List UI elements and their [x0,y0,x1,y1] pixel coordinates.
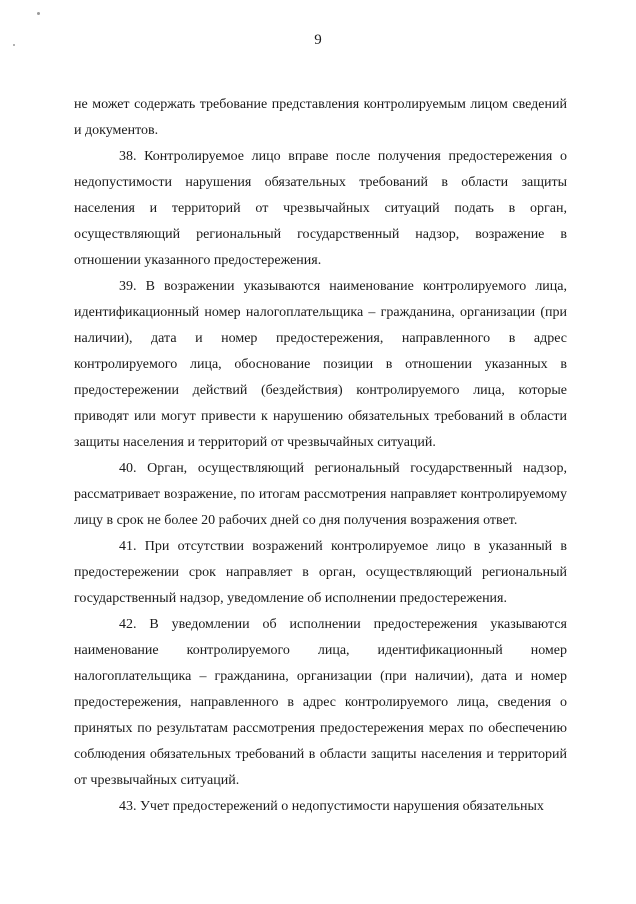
paragraph-43: 43. Учет предостережений о недопустимости нарушения обязательных [119,799,544,814]
paragraph-40: 40. Орган, осуществляющий региональный государственный надзор, рассматривает возражение, по итогам рассмотрения направляет контролируемому лицу в срок не более 20 рабочих дней со дня получения возражения ответ. [74,461,567,528]
paragraph: не может содержать требование представления контролируемым лицом сведений и документов. [74,97,567,138]
paragraph-38: 38. Контролируемое лицо вправе после получения предостережения о недопустимости нарушения обязательных требований в области защиты населения и территорий от чрезвычайных ситуаций подать в орган, осуществляющий региональный государственный надзор, возражение в отношении указанного предостережения. [74,149,567,268]
paragraph-41: 41. При отсутствии возражений контролируемое лицо в указанный в предостережении срок направляет в орган, осуществляющий региональный государственный надзор, уведомление об исполнении предостережения. [74,539,567,606]
document-body [74,92,567,820]
page-number: 9 [314,32,322,48]
paragraph-42: 42. В уведомлении об исполнении предостережения указываются наименование контролируемого лица, идентификационный номер налогоплательщика – гражданина, организации (при наличии), дата и номер предостережения, направленного в адрес контролируемого лица, сведения о принятых по результатам рассмотрения предостережения мерах по обеспечению соблюдения обязательных требований в области защиты населения и территорий от чрезвычайных ситуаций. [74,617,567,788]
paragraph-39: 39. В возражении указываются наименование контролируемого лица, идентификационный номер налогоплательщика – гражданина, организации (при наличии), дата и номер предостережения, направленного в адрес контролируемого лица, обоснование позиции в отношении указанных в предостережении действий (бездействия) контролируемого лица, которые приводят или могут привести к нарушению обязательных требований в области защиты населения и территорий от чрезвычайных ситуаций. [74,279,567,450]
scan-speck [37,12,40,15]
